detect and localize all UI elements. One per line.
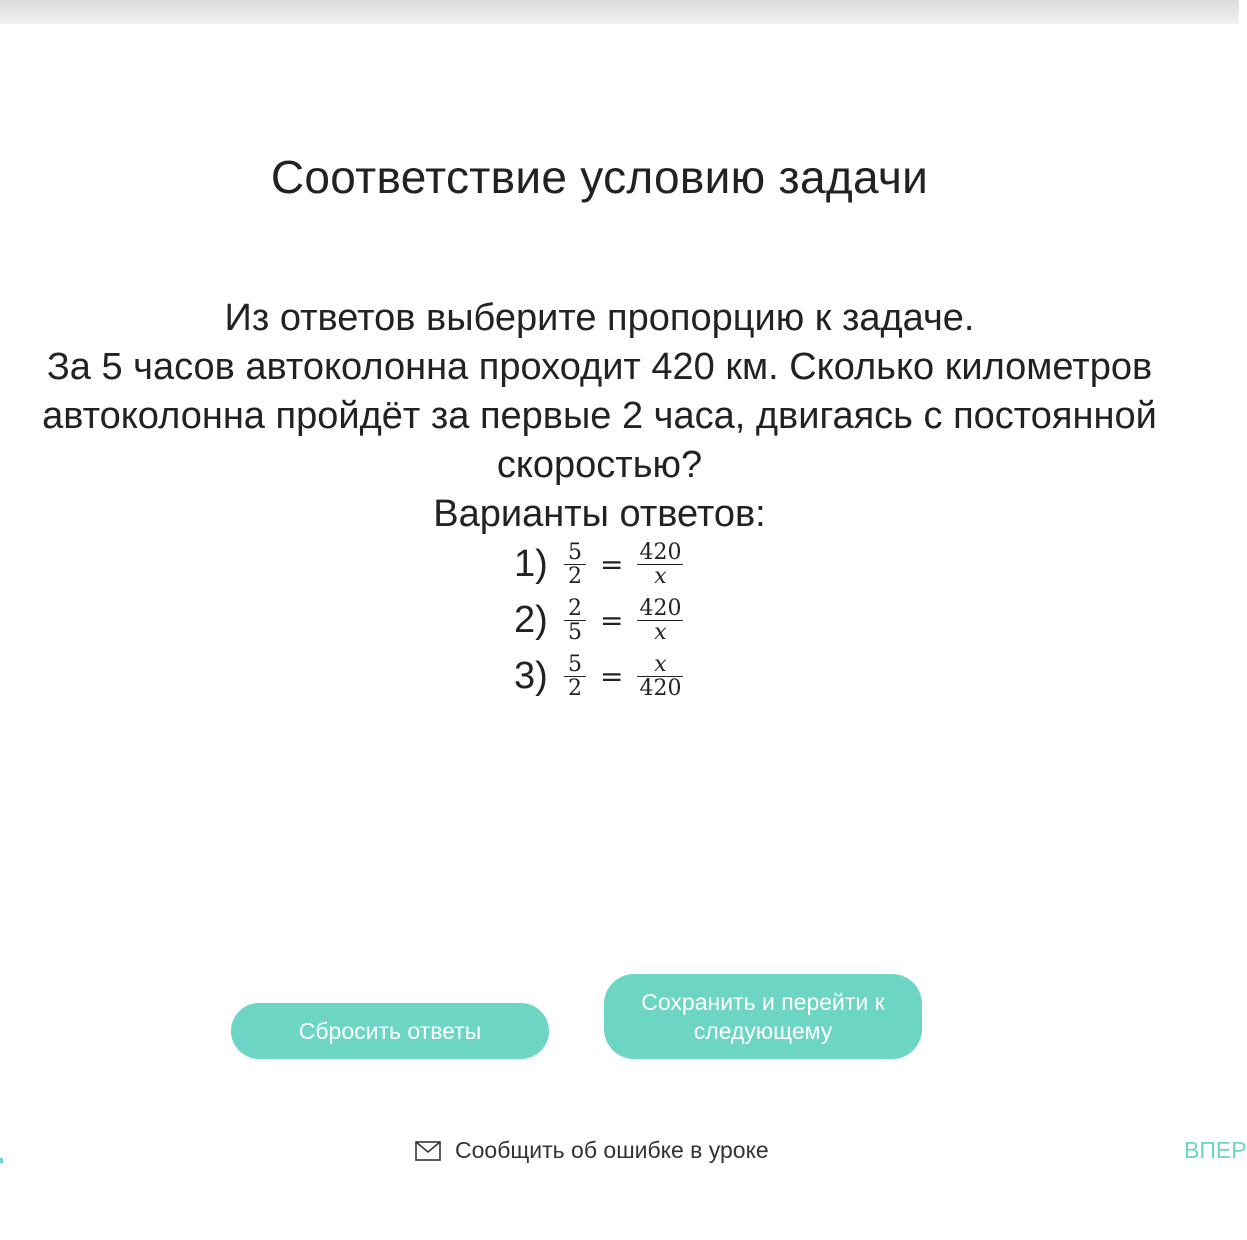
denominator: 420: [639, 675, 682, 701]
numerator: 420: [639, 539, 682, 565]
fraction-right: [637, 541, 683, 588]
question-line: автоколонна пройдёт за первые 2 часа, двигаясь с постоянной: [42, 395, 1157, 437]
numerator: 5: [568, 539, 582, 565]
answer-options-list: [514, 536, 714, 704]
denominator: x: [654, 619, 667, 645]
question-instruction: Из ответов выберите пропорцию к задаче.: [224, 297, 975, 339]
question-text: [0, 294, 1199, 539]
equals-sign: =: [600, 547, 624, 581]
left-edge-marker: [0, 1158, 3, 1163]
numerator: 5: [568, 651, 582, 677]
numerator: 420: [639, 595, 682, 621]
fraction-right: [637, 597, 683, 644]
question-line: За 5 часов автоколонна проходит 420 км. Сколько километров: [46, 346, 1153, 388]
numerator: x: [654, 651, 667, 677]
mail-icon: [415, 1141, 441, 1161]
question-line: скоростью?: [496, 444, 703, 486]
denominator: 2: [568, 675, 582, 701]
equals-sign: =: [600, 659, 624, 693]
reset-answers-button[interactable]: Сбросить ответы: [231, 1003, 549, 1059]
option-number: 2): [514, 598, 548, 641]
answer-option-3: [514, 648, 714, 704]
fraction-left: [564, 653, 586, 700]
denominator: 2: [568, 563, 582, 589]
option-number: 3): [514, 654, 548, 697]
answer-option-1: [514, 536, 714, 592]
denominator: 5: [568, 619, 582, 645]
answer-option-2: [514, 592, 714, 648]
report-error-label: Сообщить об ошибке в уроке: [455, 1137, 769, 1163]
option-number: 1): [514, 542, 548, 585]
numerator: 2: [568, 595, 582, 621]
browser-top-bar: [0, 0, 1239, 24]
fraction-right: [637, 653, 683, 700]
fraction-left: [564, 597, 586, 644]
denominator: x: [654, 563, 667, 589]
page-title: Соответствие условию задачи: [270, 151, 929, 203]
next-link[interactable]: ВПЕР: [1184, 1137, 1247, 1163]
save-and-next-button[interactable]: Сохранить и перейти к следующему: [604, 974, 922, 1059]
fraction-left: [564, 541, 586, 588]
answer-options-heading: Варианты ответов:: [433, 493, 766, 535]
report-error-link[interactable]: [415, 1137, 769, 1164]
equals-sign: =: [600, 603, 624, 637]
